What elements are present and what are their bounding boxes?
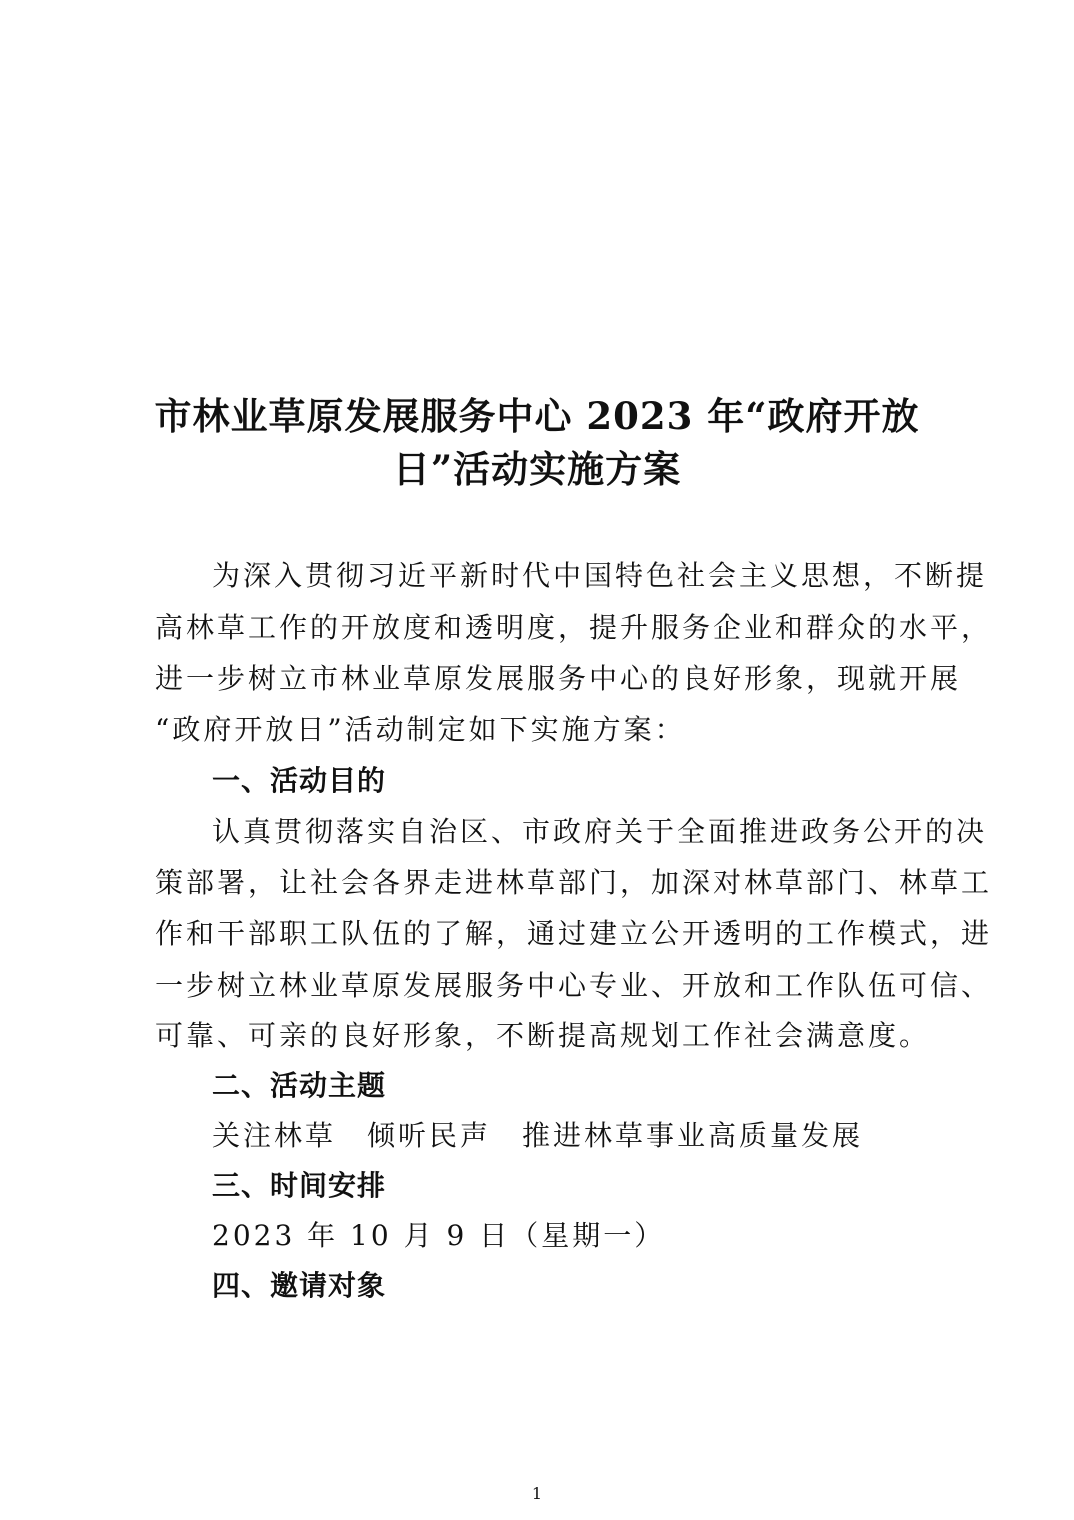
section-heading-3: 三、时间安排 bbox=[212, 1169, 387, 1202]
section1-line-2: 策部署，让社会各界走进林草部门，加深对林草部门、林草工 bbox=[155, 866, 993, 899]
section1-line-1: 认真贯彻落实自治区、市政府关于全面推进政务公开的决 bbox=[212, 815, 988, 848]
event-date: 2023 年 10 月 9 日（星期一） bbox=[212, 1219, 666, 1252]
page-number: 1 bbox=[531, 1484, 543, 1503]
document-title-line-1: 市林业草原发展服务中心 2023 年“政府开放 bbox=[154, 394, 920, 438]
section-heading-1: 一、活动目的 bbox=[212, 764, 387, 797]
section-heading-2: 二、活动主题 bbox=[212, 1069, 387, 1102]
section1-line-4: 一步树立林业草原发展服务中心专业、开放和工作队伍可信、 bbox=[155, 969, 993, 1002]
intro-line-2: 高林草工作的开放度和透明度，提升服务企业和群众的水平， bbox=[155, 611, 993, 644]
activity-theme: 关注林草 倾听民声 推进林草事业高质量发展 bbox=[212, 1119, 864, 1152]
intro-line-1: 为深入贯彻习近平新时代中国特色社会主义思想，不断提 bbox=[212, 559, 988, 592]
document-title-line-2: 日”活动实施方案 bbox=[392, 447, 682, 491]
section1-line-5: 可靠、可亲的良好形象，不断提高规划工作社会满意度。 bbox=[155, 1019, 931, 1052]
section1-line-3: 作和干部职工队伍的了解，通过建立公开透明的工作模式，进 bbox=[155, 917, 993, 950]
section-heading-4: 四、邀请对象 bbox=[212, 1269, 387, 1302]
intro-line-3: 进一步树立市林业草原发展服务中心的良好形象，现就开展 bbox=[155, 662, 962, 695]
intro-line-4: “政府开放日”活动制定如下实施方案： bbox=[155, 713, 686, 746]
